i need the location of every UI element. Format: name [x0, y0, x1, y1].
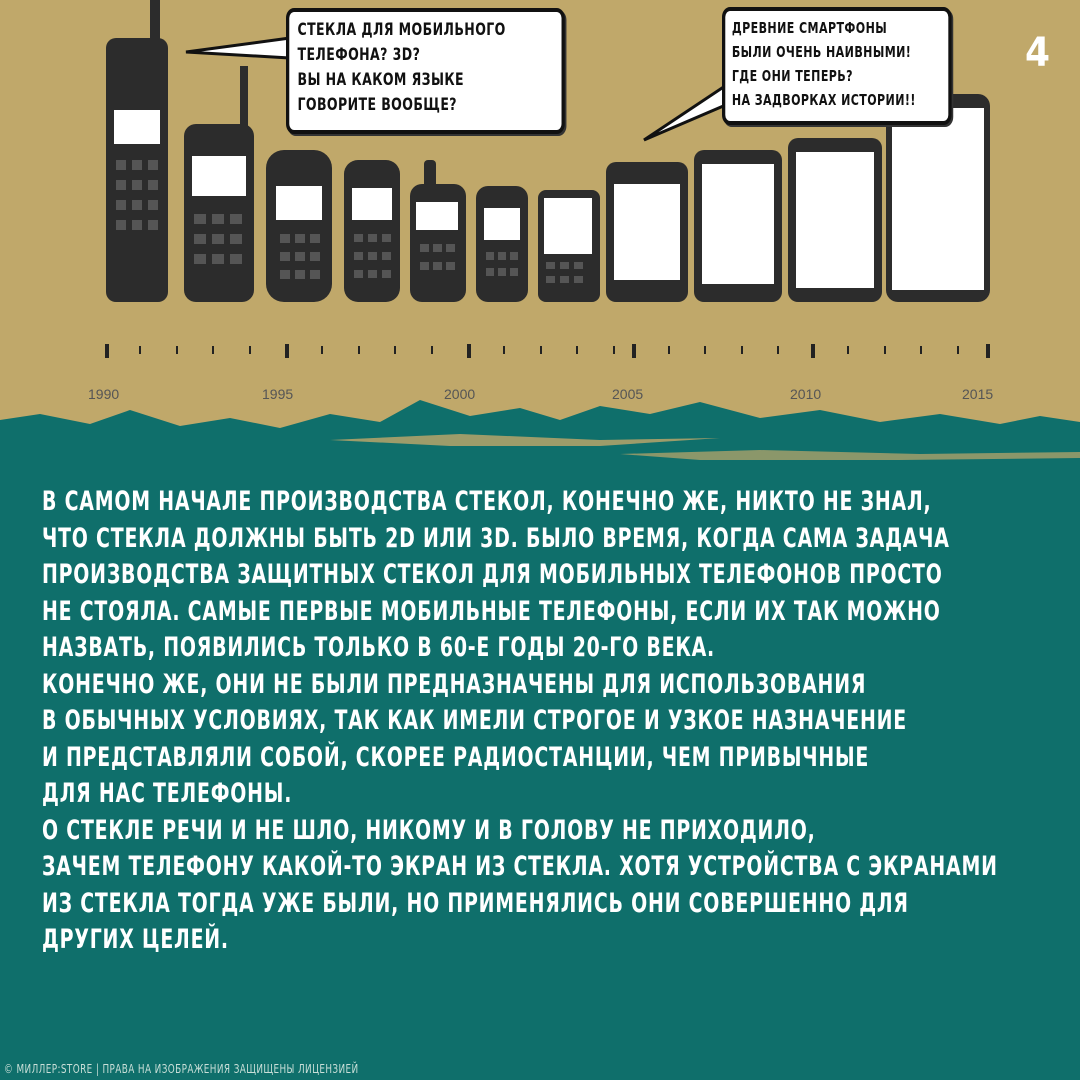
phone-1990: [106, 0, 168, 302]
article-text: [42, 484, 998, 959]
article-line: ДЛЯ НАС ТЕЛЕФОНЫ.: [42, 778, 293, 809]
page-number: 4: [1024, 30, 1050, 76]
smartphone-2015: [886, 94, 990, 302]
smartphone-2012: [788, 138, 882, 302]
year-label: 1995: [262, 386, 294, 402]
bubble-tail-left: [186, 38, 290, 58]
speech-bubble-left-text: СТЕКЛА ДЛЯ МОБИЛЬНОГО ТЕЛЕФОНА? 3D? ВЫ НА КАКОМ ЯЗЫКЕ ГОВОРИТЕ ВООБЩЕ?: [297, 20, 506, 115]
year-label: 2000: [444, 386, 476, 402]
article-line: ДРУГИХ ЦЕЛЕЙ.: [42, 924, 229, 955]
article-line: ЧТО СТЕКЛА ДОЛЖНЫ БЫТЬ 2D ИЛИ 3D. БЫЛО ВРЕМЯ, КОГДА САМА ЗАДАЧА: [42, 522, 950, 554]
article-line: В ОБЫЧНЫХ УСЛОВИЯХ, ТАК КАК ИМЕЛИ СТРОГОЕ И УЗКОЕ НАЗНАЧЕНИЕ: [42, 705, 907, 736]
bubble-tail-right: [644, 84, 728, 140]
speech-bubble-right: [722, 7, 952, 125]
phone-1993: [184, 66, 254, 302]
phone-1998: [344, 160, 400, 302]
phone-2004: [538, 190, 600, 302]
article-line: НЕ СТОЯЛА. САМЫЕ ПЕРВЫЕ МОБИЛЬНЫЕ ТЕЛЕФОНЫ, ЕСЛИ ИХ ТАК МОЖНО: [42, 595, 941, 627]
speech-bubble-left: [286, 8, 565, 134]
year-label: 1990: [88, 386, 120, 402]
article-line: ЗАЧЕМ ТЕЛЕФОНУ КАКОЙ-ТО ЭКРАН ИЗ СТЕКЛА. ХОТЯ УСТРОЙСТВА С ЭКРАНАМИ: [42, 851, 998, 882]
torn-paper-edge: [0, 380, 1080, 500]
article-line: И ПРЕДСТАВЛЯЛИ СОБОЙ, СКОРЕЕ РАДИОСТАНЦИИ, ЧЕМ ПРИВЫЧНЫЕ: [42, 741, 870, 773]
article-line: О СТЕКЛЕ РЕЧИ И НЕ ШЛО, НИКОМУ И В ГОЛОВУ НЕ ПРИХОДИЛО,: [42, 814, 816, 846]
speech-bubble-right-text: ДРЕВНИЕ СМАРТФОНЫ БЫЛИ ОЧЕНЬ НАИВНЫМИ! ГДЕ ОНИ ТЕПЕРЬ? НА ЗАДВОРКАХ ИСТОРИИ!!: [731, 19, 916, 109]
year-label: 2010: [790, 386, 822, 402]
article-line: ИЗ СТЕКЛА ТОГДА УЖЕ БЫЛИ, НО ПРИМЕНЯЛИСЬ ОНИ СОВЕРШЕННО ДЛЯ: [42, 887, 909, 919]
article-line: НАЗВАТЬ, ПОЯВИЛИСЬ ТОЛЬКО В 60-Е ГОДЫ 20-ГО ВЕКА.: [42, 632, 716, 663]
smartphone-2010: [694, 150, 782, 302]
article-line: В САМОМ НАЧАЛЕ ПРОИЗВОДСТВА СТЕКОЛ, КОНЕЧНО ЖЕ, НИКТО НЕ ЗНАЛ,: [42, 486, 932, 517]
year-label: 2005: [612, 386, 644, 402]
year-label: 2015: [962, 386, 994, 402]
phone-1996: [266, 150, 332, 302]
phone-2002: [476, 186, 528, 302]
smartphone-2007: [606, 162, 688, 302]
copyright-footer: © МИЛЛЕР:STORE | ПРАВА НА ИЗОБРАЖЕНИЯ ЗАЩИЩЕНЫ ЛИЦЕНЗИЕЙ: [4, 1062, 359, 1076]
article-line: ПРОИЗВОДСТВА ЗАЩИТНЫХ СТЕКОЛ ДЛЯ МОБИЛЬНЫХ ТЕЛЕФОНОВ ПРОСТО: [42, 559, 943, 590]
timeline-ticks: [105, 344, 990, 358]
phone-2000: [410, 160, 466, 302]
article-line: КОНЕЧНО ЖЕ, ОНИ НЕ БЫЛИ ПРЕДНАЗНАЧЕНЫ ДЛЯ ИСПОЛЬЗОВАНИЯ: [42, 668, 867, 700]
